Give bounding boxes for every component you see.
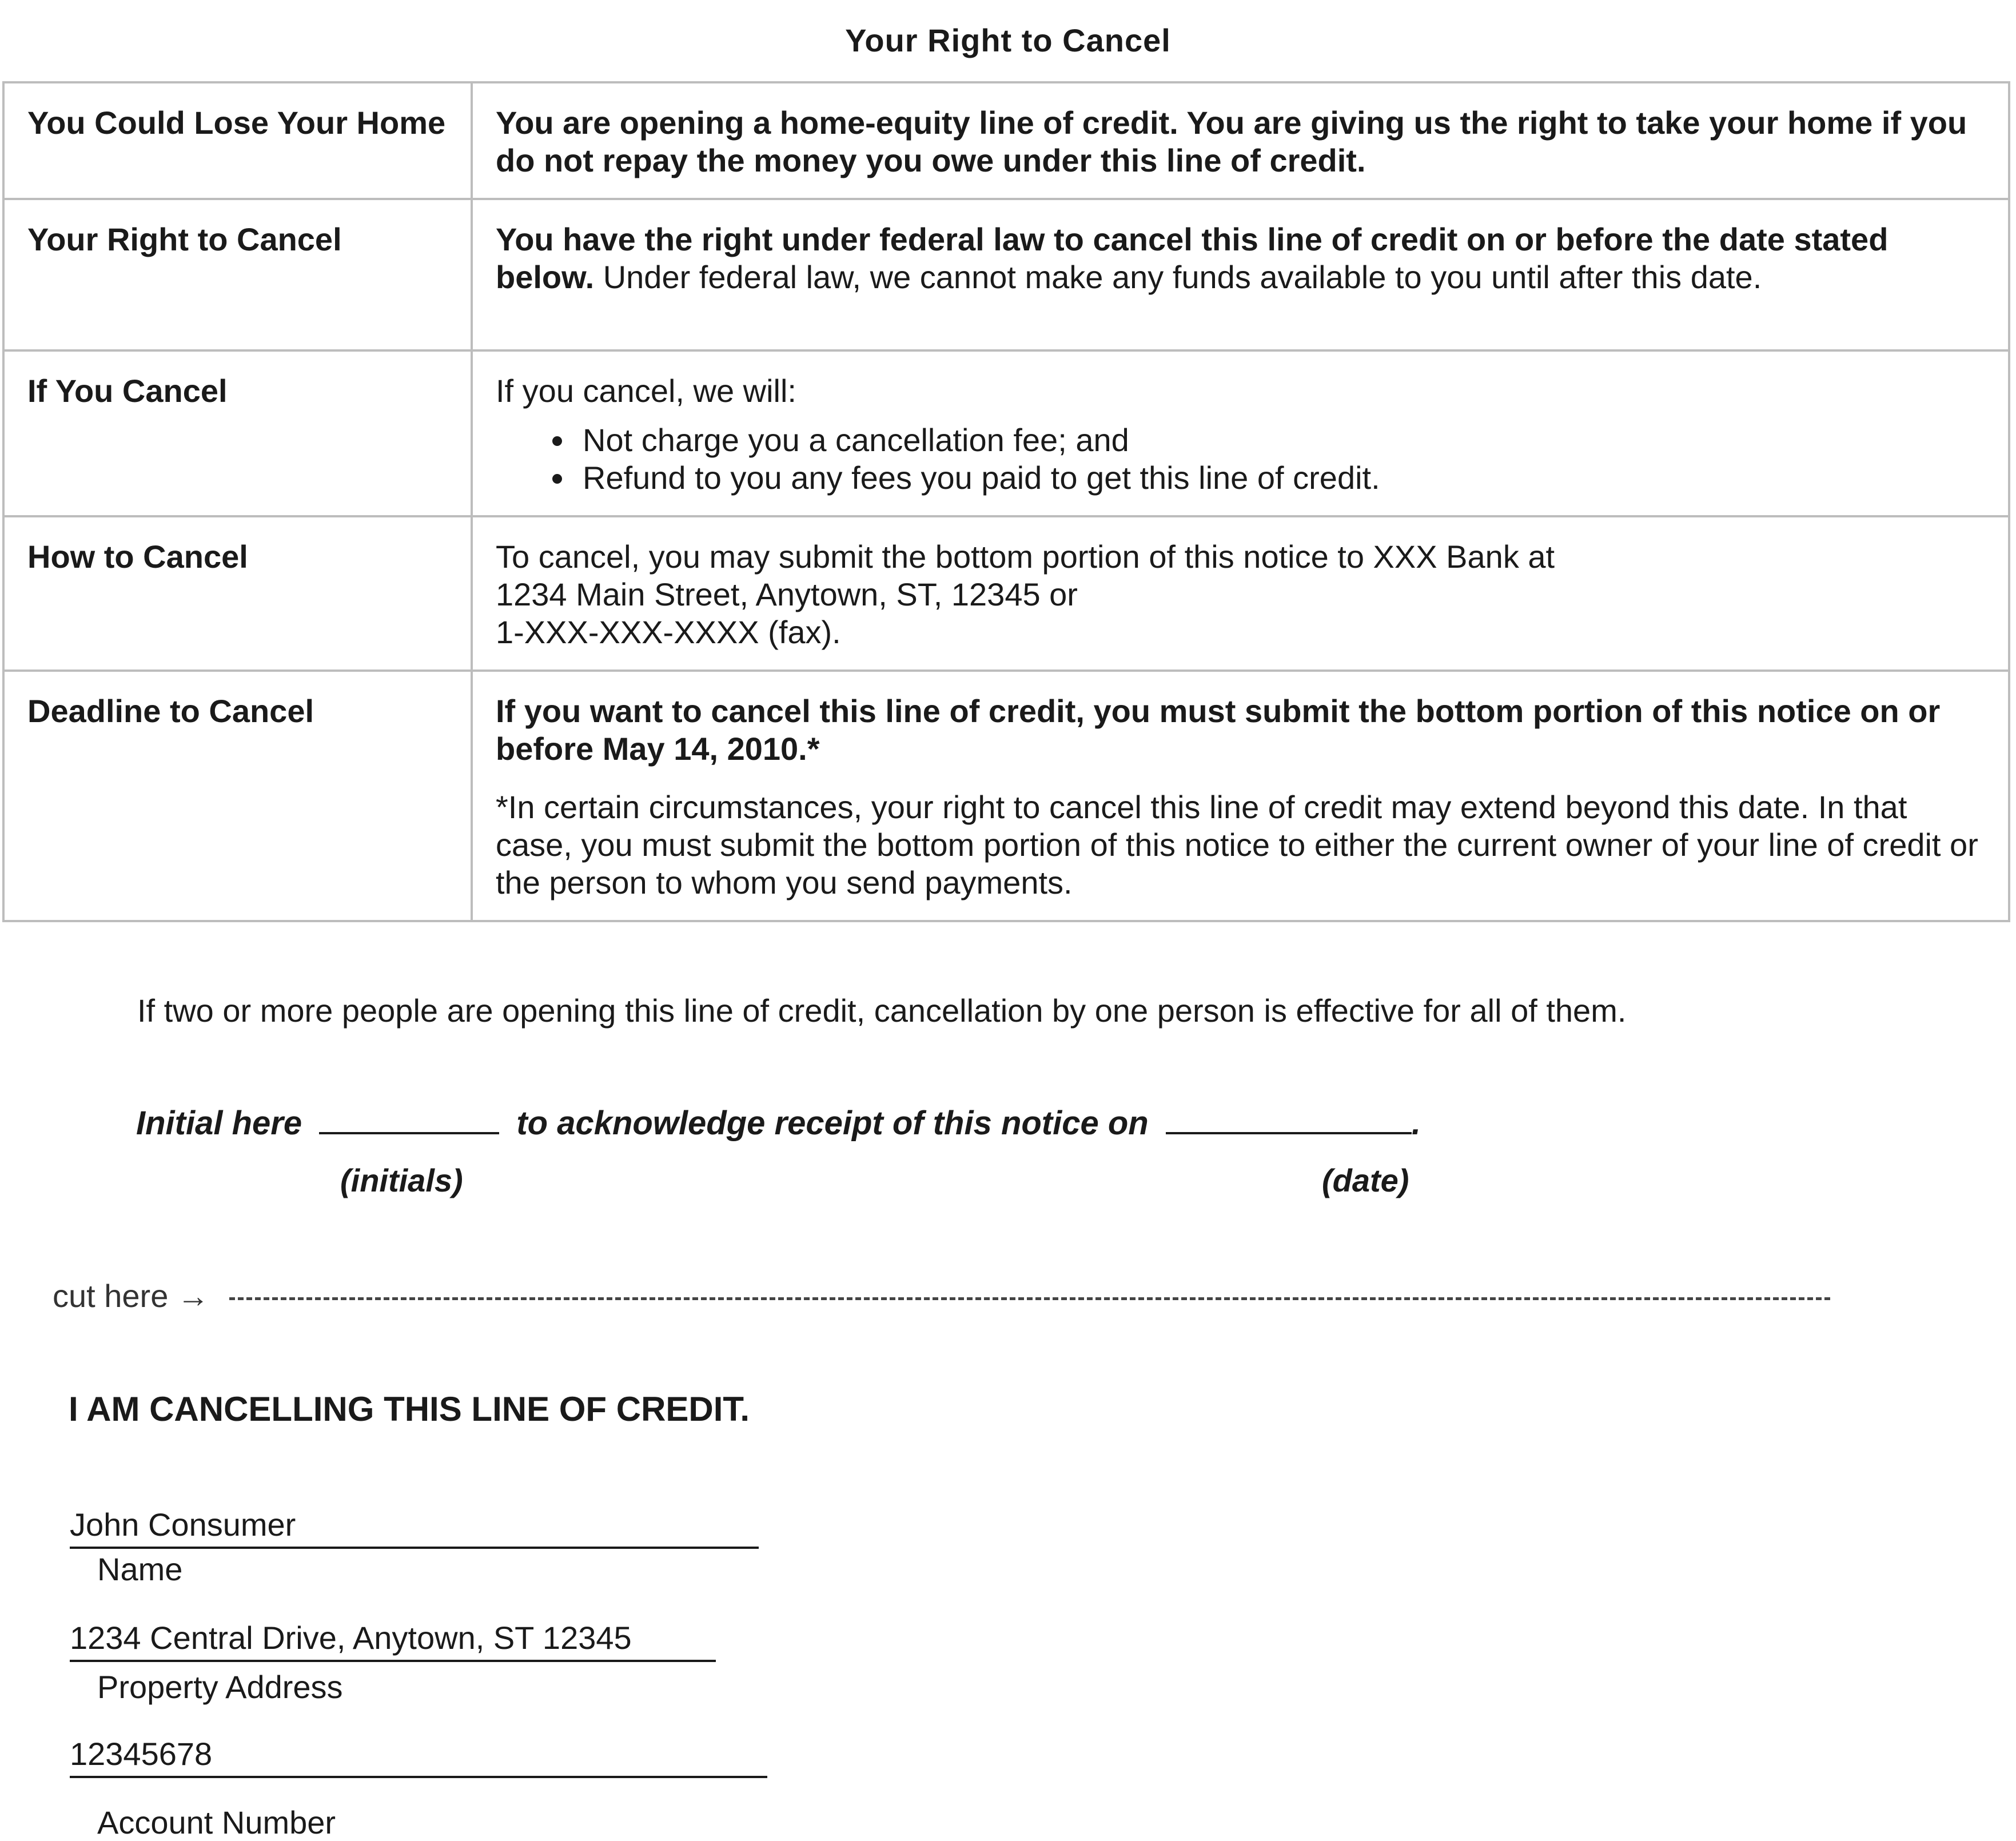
property-address-field[interactable]: 1234 Central Drive, Anytown, ST 12345 (70, 1619, 716, 1662)
row-text-lose-home: You are opening a home-equity line of credit. You are giving us the right to take your home if you do not repay the money you owe under this line of credit. (472, 82, 2009, 199)
table-row (3, 199, 2009, 350)
if-you-cancel-intro: If you cancel, we will: (496, 373, 796, 409)
how-to-cancel-line-2: 1234 Main Street, Anytown, ST, 12345 or (496, 576, 1078, 612)
row-heading-if-you-cancel: If You Cancel (3, 350, 472, 516)
acknowledgement-line (136, 1103, 1421, 1142)
table-row (3, 671, 2009, 921)
table-row (3, 82, 2009, 199)
account-number-field[interactable]: 12345678 (70, 1735, 767, 1778)
notice-table (2, 81, 2010, 922)
row-heading-lose-home: You Could Lose Your Home (3, 82, 472, 199)
initials-caption: (initials) (340, 1162, 463, 1198)
cut-dashed-line (229, 1297, 1830, 1300)
list-item: • Not charge you a cancellation fee; and (576, 421, 1985, 459)
acknowledge-receipt-text: to acknowledge receipt of this notice on (516, 1105, 1149, 1142)
account-number-label: Account Number (97, 1804, 336, 1840)
list-item: • Refund to you any fees you paid to get this line of credit. (576, 459, 1985, 497)
cut-here-label: cut here → (53, 1278, 209, 1314)
table-row (3, 516, 2009, 671)
cancellation-heading: I AM CANCELLING THIS LINE OF CREDIT. (69, 1390, 750, 1428)
date-blank[interactable] (1166, 1103, 1412, 1134)
name-field[interactable]: John Consumer (70, 1506, 759, 1549)
row-heading-deadline: Deadline to Cancel (3, 671, 472, 921)
notice-title: Your Right to Cancel (845, 22, 1171, 58)
date-caption: (date) (1322, 1162, 1409, 1198)
right-to-cancel-normal-text: Under federal law, we cannot make any funds available to you until after this date. (603, 259, 1762, 295)
initials-blank[interactable] (319, 1103, 499, 1134)
how-to-cancel-line-1: To cancel, you may submit the bottom portion of this notice to XXX Bank at (496, 539, 1555, 575)
row-heading-right-to-cancel: Your Right to Cancel (3, 199, 472, 350)
cut-line-row (53, 1277, 1830, 1314)
deadline-footnote: *In certain circumstances, your right to cancel this line of credit may extend beyond this date. In that case, you must submit the bottom portion of this notice to either the current owner of your line of credit or the person to whom you send payments. (496, 789, 1978, 900)
multiple-borrowers-note: If two or more people are opening this line of credit, cancellation by one person is effective for all of them. (137, 993, 1627, 1029)
if-you-cancel-bullet-list (496, 421, 1985, 497)
row-body-how-to-cancel (472, 516, 2009, 671)
acknowledge-period: . (1411, 1105, 1421, 1142)
deadline-bold-text: If you want to cancel this line of credit, you must submit the bottom portion of this notice on or before May 14, 2010.* (496, 693, 1941, 767)
table-row (3, 350, 2009, 516)
right-to-cancel-bold-text: You have the right under federal law to cancel this line of credit on or before the date stated below. (496, 221, 1888, 295)
row-body-deadline (472, 671, 2009, 921)
how-to-cancel-line-3: 1-XXX-XXX-XXXX (fax). (496, 614, 841, 650)
initial-here-text: Initial here (136, 1105, 302, 1142)
name-label: Name (97, 1551, 183, 1587)
row-body-if-you-cancel (472, 350, 2009, 516)
row-heading-how-to-cancel: How to Cancel (3, 516, 472, 671)
row-body-right-to-cancel (472, 199, 2009, 350)
property-address-label: Property Address (97, 1669, 343, 1705)
